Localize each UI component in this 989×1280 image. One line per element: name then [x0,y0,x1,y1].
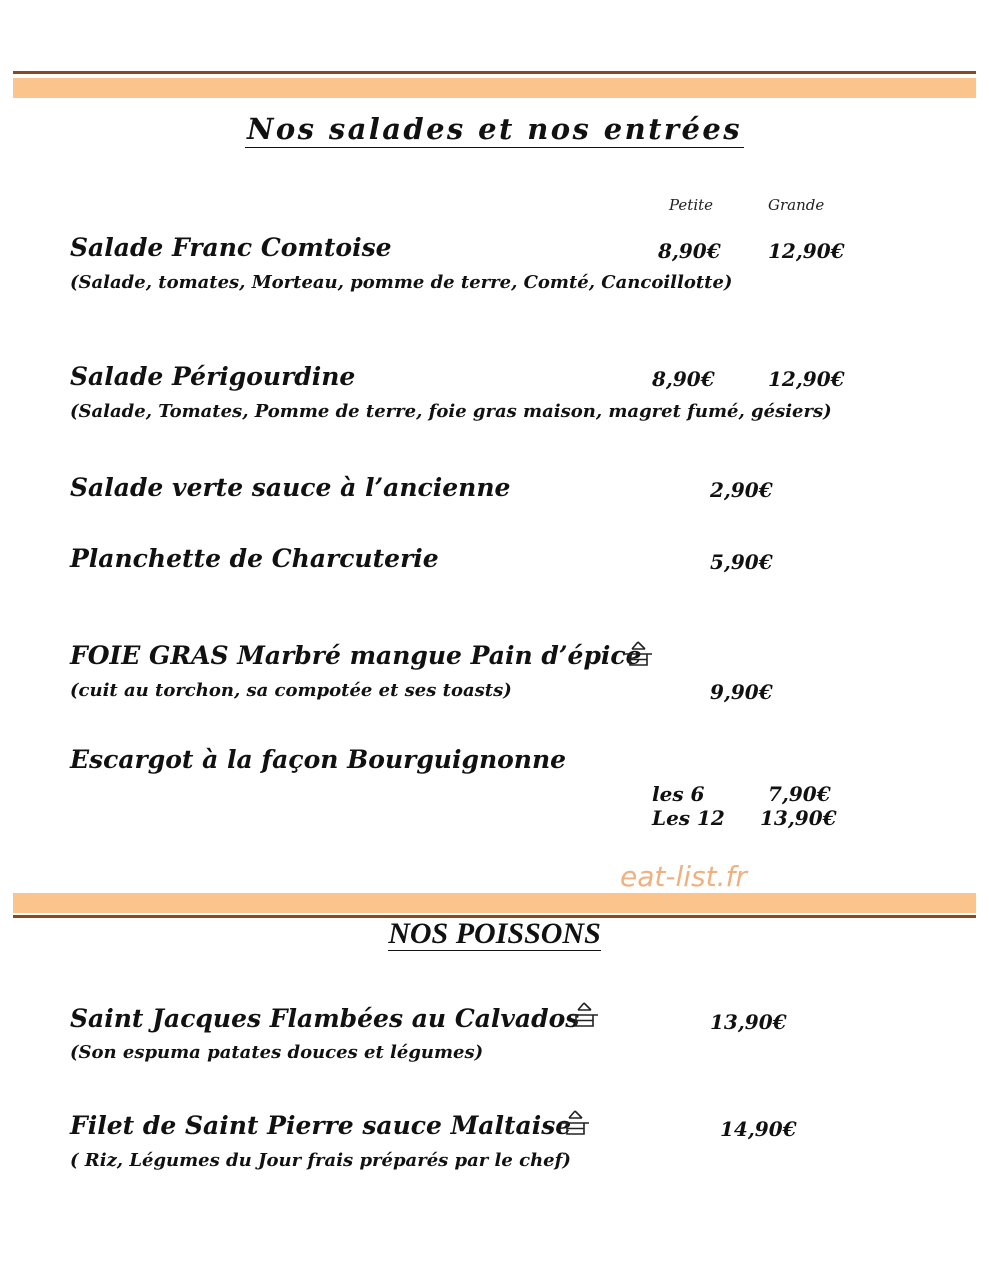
dish-description: (Salade, tomates, Morteau, pomme de terre, Comté, Cancoillotte) [70,272,733,293]
price-large: 12,90€ [768,239,845,263]
dish-description: (cuit au torchon, sa compotée et ses toasts) [70,680,512,701]
column-header-petite: Petite [669,196,714,214]
dish-name: Salade Franc Comtoise [70,233,392,262]
dish-name: Escargot à la façon Bourguignonne [70,745,567,774]
column-header-grande: Grande [768,196,825,214]
mid-band-fill [13,893,976,913]
dish-price: 13,90€ [710,1010,787,1034]
option-price: 13,90€ [760,806,837,830]
house-icon [569,1002,599,1028]
dish-price: 14,90€ [720,1117,797,1141]
option-price: 7,90€ [768,782,831,806]
option-qty: Les 12 [652,806,725,830]
dish-name: Saint Jacques Flambées au Calvados [70,1004,580,1033]
dish-name: Filet de Saint Pierre sauce Maltaise [70,1111,572,1140]
dish-price: 2,90€ [710,478,773,502]
top-band-line [13,71,976,74]
house-icon [560,1110,590,1136]
dish-name: Salade verte sauce à l’ancienne [70,473,511,502]
section-title-poissons: NOS POISSONS [388,917,601,950]
price-small: 8,90€ [658,239,721,263]
dish-name: FOIE GRAS Marbré mangue Pain d’épice [70,641,642,670]
house-icon [623,641,653,667]
top-band-fill [13,78,976,98]
dish-name: Salade Périgourdine [70,362,356,391]
dish-description: ( Riz, Légumes du Jour frais préparés par le chef) [70,1150,571,1171]
price-small: 8,90€ [652,367,715,391]
price-large: 12,90€ [768,367,845,391]
option-qty: les 6 [652,782,705,806]
watermark-eat-list: eat-list.fr [620,860,747,893]
dish-price: 5,90€ [710,550,773,574]
dish-name: Planchette de Charcuterie [70,544,439,573]
dish-description: (Son espuma patates douces et légumes) [70,1042,484,1063]
dish-description: (Salade, Tomates, Pomme de terre, foie gras maison, magret fumé, gésiers) [70,401,832,422]
section-title-salades: Nos salades et nos entrées [247,112,742,146]
dish-price: 9,90€ [710,680,773,704]
